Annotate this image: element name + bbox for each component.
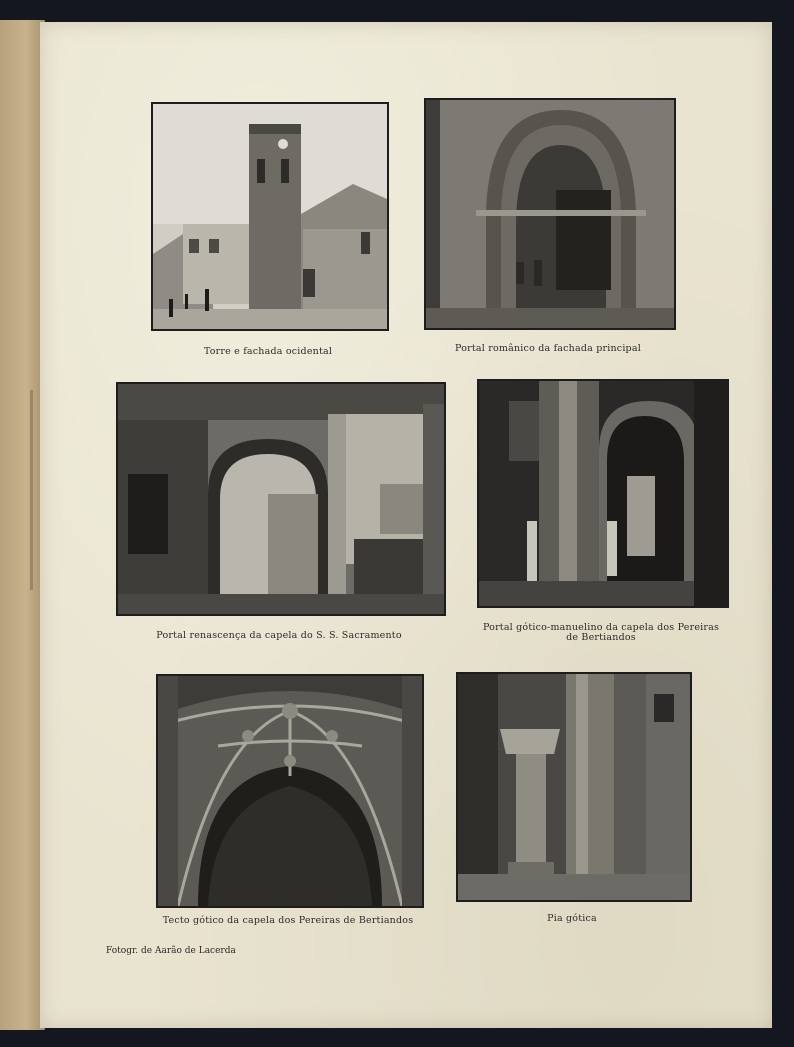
page bbox=[40, 22, 772, 1028]
gothic-font-image bbox=[458, 674, 690, 900]
gothic-manueline-portal-image bbox=[479, 381, 727, 606]
romanesque-portal-image bbox=[426, 100, 674, 328]
photo-torre-fachada bbox=[151, 102, 389, 331]
photo-credit: Fotogr. de Aarão de Lacerda bbox=[106, 946, 236, 956]
caption-torre: Torre e fachada ocidental bbox=[203, 346, 333, 357]
caption-portal-gotico-l1: Portal gótico-manuelino da capela dos Pereiras bbox=[482, 622, 720, 633]
book-spine bbox=[0, 20, 45, 1030]
photo-pia-gotica bbox=[456, 672, 692, 902]
photo-tecto-gotico bbox=[156, 674, 424, 908]
caption-portal-romanico: Portal românico da fachada principal bbox=[455, 343, 641, 354]
photo-portal-renascenca bbox=[116, 382, 446, 616]
caption-portal-gotico-l2: de Bertiandos bbox=[566, 632, 636, 643]
gothic-ceiling-image bbox=[158, 676, 422, 906]
caption-portal-renascenca: Portal renascença da capela do S. S. Sacramento bbox=[156, 630, 402, 641]
spine-binding bbox=[30, 390, 33, 590]
caption-pia-gotica: Pia gótica bbox=[547, 913, 597, 924]
church-tower-image bbox=[153, 104, 387, 329]
renaissance-portal-image bbox=[118, 384, 444, 614]
photo-portal-gotico-manuelino bbox=[477, 379, 729, 608]
photo-portal-romanico bbox=[424, 98, 676, 330]
caption-tecto-gotico: Tecto gótico da capela dos Pereiras de Bertiandos bbox=[162, 915, 414, 926]
